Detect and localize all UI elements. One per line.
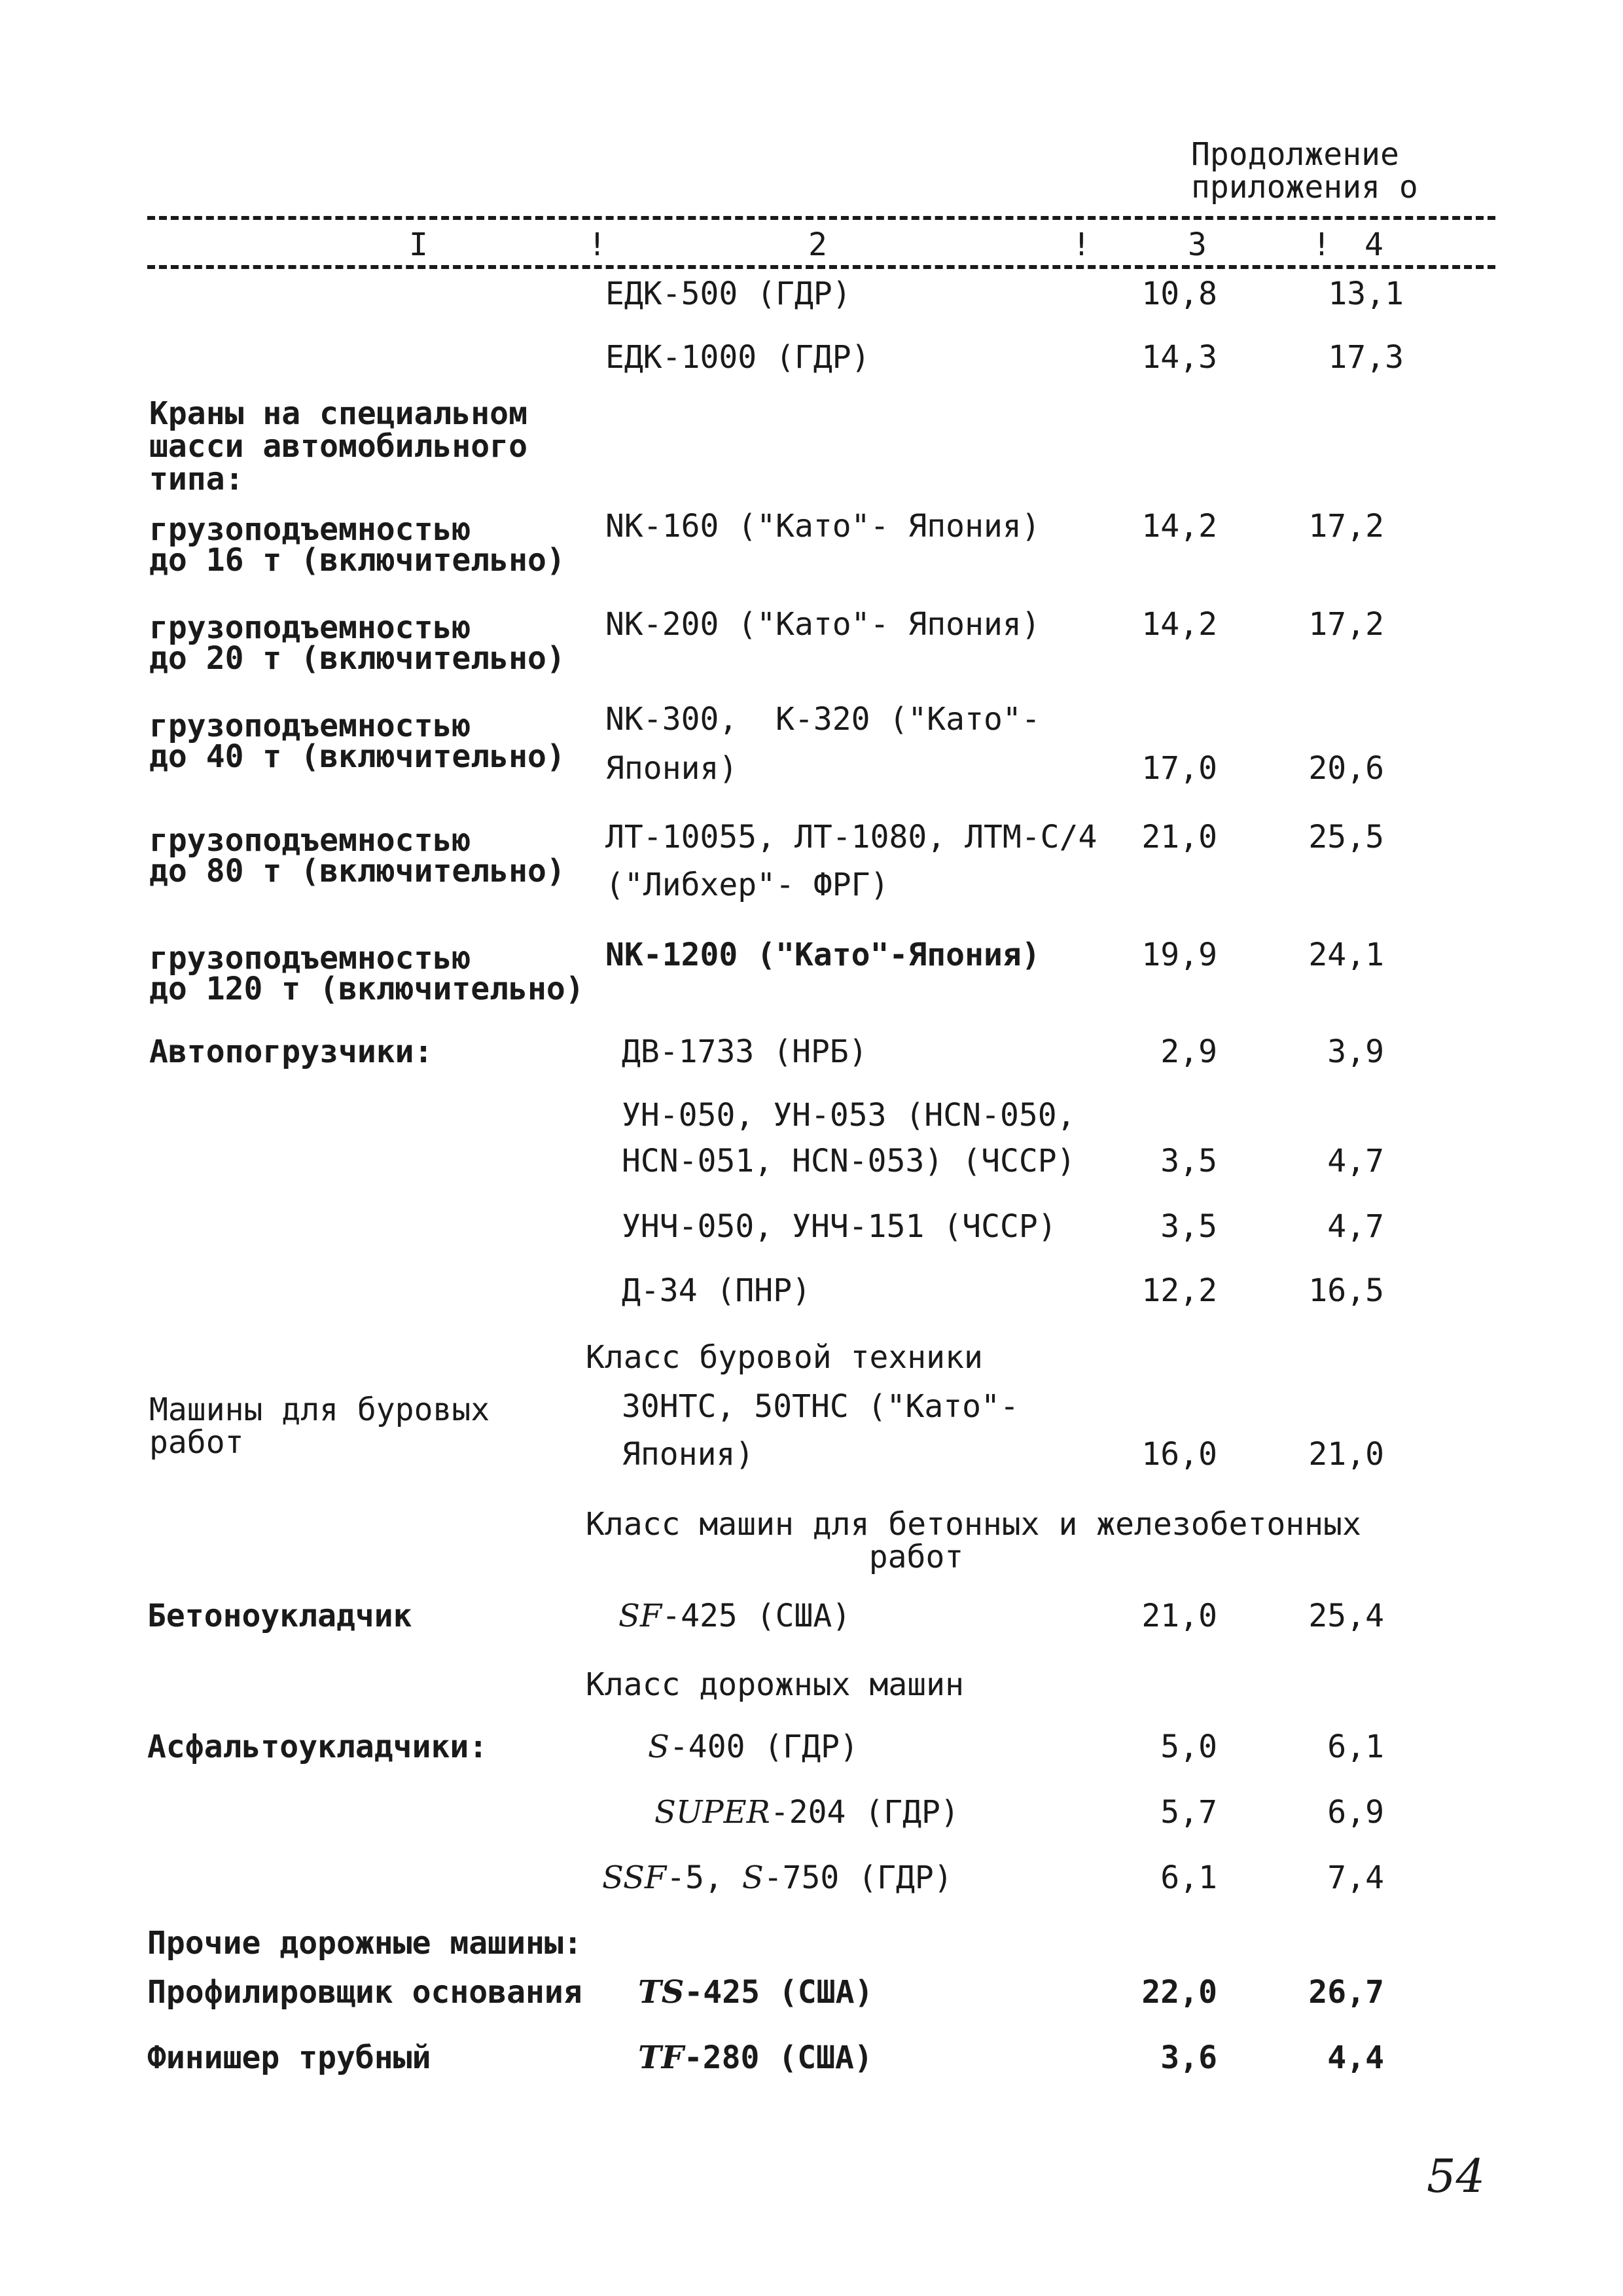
row-9-value-4: 4,7 (1327, 1143, 1384, 1179)
row-14-model-prefix: S (648, 1729, 669, 1765)
header-bottom-rule (147, 265, 1495, 269)
row-9-value-3: 3,5 (1160, 1143, 1217, 1179)
row-5-value-4: 20,6 (1308, 750, 1384, 787)
row-3-capacity-line-1: грузоподъемностью (149, 511, 471, 548)
row-17-value-4: 26,7 (1308, 1974, 1384, 2011)
row-18-model-suffix: -280 (США) (683, 2039, 873, 2076)
row-13-model (618, 1600, 851, 1632)
row-3-capacity-line-2: до 16 т (включительно) (149, 542, 565, 579)
row-14-model (648, 1731, 859, 1763)
row-4-capacity-line-1: грузоподъемностью (149, 609, 471, 646)
header-separator-2: ! (1072, 226, 1091, 263)
row-12-value-4: 21,0 (1308, 1436, 1384, 1473)
continuation-line-2: приложения о (1191, 169, 1418, 206)
header-top-rule (147, 216, 1495, 220)
header-separator-1: ! (588, 226, 607, 263)
row-17-value-3: 22,0 (1141, 1974, 1217, 2011)
row-11-value-3: 12,2 (1141, 1272, 1217, 1309)
row-13-category: Бетоноукладчик (147, 1598, 412, 1634)
row-8-value-4: 3,9 (1327, 1033, 1384, 1070)
row-16-model-prefix-2: S (741, 1859, 764, 1896)
row-17-model-suffix: -425 (США) (684, 1974, 874, 2011)
other-road-machines-label: Прочие дорожные машины: (147, 1925, 582, 1962)
row-6-capacity-line-1: грузоподъемностью (149, 822, 471, 859)
row-1-model: ЕДК-500 (ГДР) (605, 276, 851, 312)
header-col-4: 4 (1364, 226, 1383, 263)
cranes-label-line-2: шасси автомобильного (149, 428, 527, 465)
header-col-3: 3 (1188, 226, 1207, 263)
row-14-value-3: 5,0 (1160, 1729, 1217, 1765)
cranes-label-line-3: типа: (149, 461, 244, 497)
row-11-model: Д-34 (ПНР) (622, 1272, 811, 1309)
row-10-value-3: 3,5 (1160, 1208, 1217, 1245)
header-col-2: 2 (808, 226, 827, 263)
row-15-model (654, 1794, 959, 1831)
row-4-capacity-line-2: до 20 т (включительно) (149, 640, 565, 677)
class-concrete-heading-line-2: работ (868, 1539, 964, 1575)
row-12-category-line-2: работ (149, 1424, 244, 1461)
row-5-capacity-line-2: до 40 т (включительно) (149, 738, 565, 775)
row-17-model (638, 1974, 874, 2011)
row-8-value-3: 2,9 (1160, 1033, 1217, 1070)
row-3-value-4: 17,2 (1308, 508, 1384, 545)
row-13-value-3: 21,0 (1141, 1598, 1217, 1634)
row-5-model-line-2: Япония) (605, 750, 738, 787)
class-concrete-heading-line-1: Класс машин для бетонных и железобетонных (586, 1506, 1361, 1543)
row-17-model-prefix: TS (638, 1974, 685, 2011)
row-16-model-suffix: -750 (ГДР) (763, 1859, 953, 1896)
header-col-1: I (409, 226, 428, 263)
row-16-value-4: 7,4 (1327, 1859, 1384, 1896)
row-16-model-mid: -5, (666, 1859, 742, 1896)
row-7-capacity-line-2: до 120 т (включительно) (149, 971, 584, 1007)
row-16-value-3: 6,1 (1160, 1859, 1217, 1896)
row-18-category: Финишер трубный (147, 2039, 431, 2076)
row-16-model (602, 1859, 953, 1896)
cranes-label-line-1: Краны на специальном (149, 395, 527, 432)
row-15-model-prefix: SUPER (654, 1794, 770, 1831)
row-13-model-prefix: SF (618, 1598, 662, 1634)
row-5-value-3: 17,0 (1141, 750, 1217, 787)
row-9-model-line-1: УН-050, УН-053 (НСN-050, (622, 1097, 1076, 1134)
row-7-value-3: 19,9 (1141, 937, 1217, 973)
row-7-value-4: 24,1 (1308, 937, 1384, 973)
row-12-model-line-1: 30НТС, 50ТНС ("Като"- (622, 1388, 1019, 1425)
row-3-model: NK-160 ("Като"- Япония) (605, 508, 1041, 545)
header-separator-3: ! (1312, 226, 1331, 263)
row-3-value-3: 14,2 (1141, 508, 1217, 545)
row-13-model-suffix: -425 (США) (662, 1598, 851, 1634)
class-road-heading: Класс дорожных машин (586, 1666, 964, 1703)
row-18-model-prefix: TF (638, 2039, 684, 2076)
row-15-model-suffix: -204 (ГДР) (770, 1794, 959, 1831)
row-14-category: Асфальтоукладчики: (147, 1729, 488, 1765)
row-10-value-4: 4,7 (1327, 1208, 1384, 1245)
row-13-value-4: 25,4 (1308, 1598, 1384, 1634)
row-1-value-3: 10,8 (1141, 276, 1217, 312)
continuation-line-1: Продолжение (1191, 136, 1399, 173)
row-15-value-4: 6,9 (1327, 1794, 1384, 1831)
row-17-category: Профилировщик основания (147, 1974, 582, 2011)
row-7-model: NK-1200 ("Като"-Япония) (605, 937, 1041, 973)
class-drilling-heading: Класс буровой техники (586, 1339, 983, 1376)
row-10-model: УНЧ-050, УНЧ-151 (ЧССР) (622, 1208, 1057, 1245)
row-4-value-3: 14,2 (1141, 606, 1217, 643)
row-18-model (638, 2039, 873, 2076)
row-16-model-prefix-1: SSF (602, 1859, 667, 1896)
row-12-model-line-2: Япония) (622, 1436, 755, 1473)
row-9-model-line-2: НСN-051, НСN-053) (ЧССР) (622, 1143, 1076, 1179)
row-6-model-line-2: ("Либхер"- ФРГ) (605, 867, 889, 903)
row-12-category-line-1: Машины для буровых (149, 1391, 490, 1428)
row-15-value-3: 5,7 (1160, 1794, 1217, 1831)
row-6-value-4: 25,5 (1308, 819, 1384, 855)
row-11-value-4: 16,5 (1308, 1272, 1384, 1309)
row-18-value-4: 4,4 (1327, 2039, 1384, 2076)
row-6-value-3: 21,0 (1141, 819, 1217, 855)
row-14-value-4: 6,1 (1327, 1729, 1384, 1765)
row-6-model-line-1: ЛТ-10055, ЛТ-1080, ЛТМ-С/4 (605, 819, 1097, 855)
row-6-capacity-line-2: до 80 т (включительно) (149, 853, 565, 889)
row-8-model: ДВ-1733 (НРБ) (622, 1033, 868, 1070)
row-12-value-3: 16,0 (1141, 1436, 1217, 1473)
row-2-value-3: 14,3 (1141, 339, 1217, 376)
row-2-model: ЕДК-1000 (ГДР) (605, 339, 870, 376)
row-5-capacity-line-1: грузоподъемностью (149, 708, 471, 744)
row-14-model-suffix: -400 (ГДР) (669, 1729, 859, 1765)
row-7-capacity-line-1: грузоподъемностью (149, 940, 471, 977)
row-5-model-line-1: NK-300, K-320 ("Като"- (605, 701, 1041, 738)
row-4-model: NK-200 ("Като"- Япония) (605, 606, 1041, 643)
row-2-value-4: 17,3 (1328, 339, 1404, 376)
page-number: 54 (1427, 2149, 1486, 2203)
row-1-value-4: 13,1 (1328, 276, 1404, 312)
row-4-value-4: 17,2 (1308, 606, 1384, 643)
row-18-value-3: 3,6 (1160, 2039, 1217, 2076)
row-8-category: Автопогрузчики: (149, 1033, 433, 1070)
